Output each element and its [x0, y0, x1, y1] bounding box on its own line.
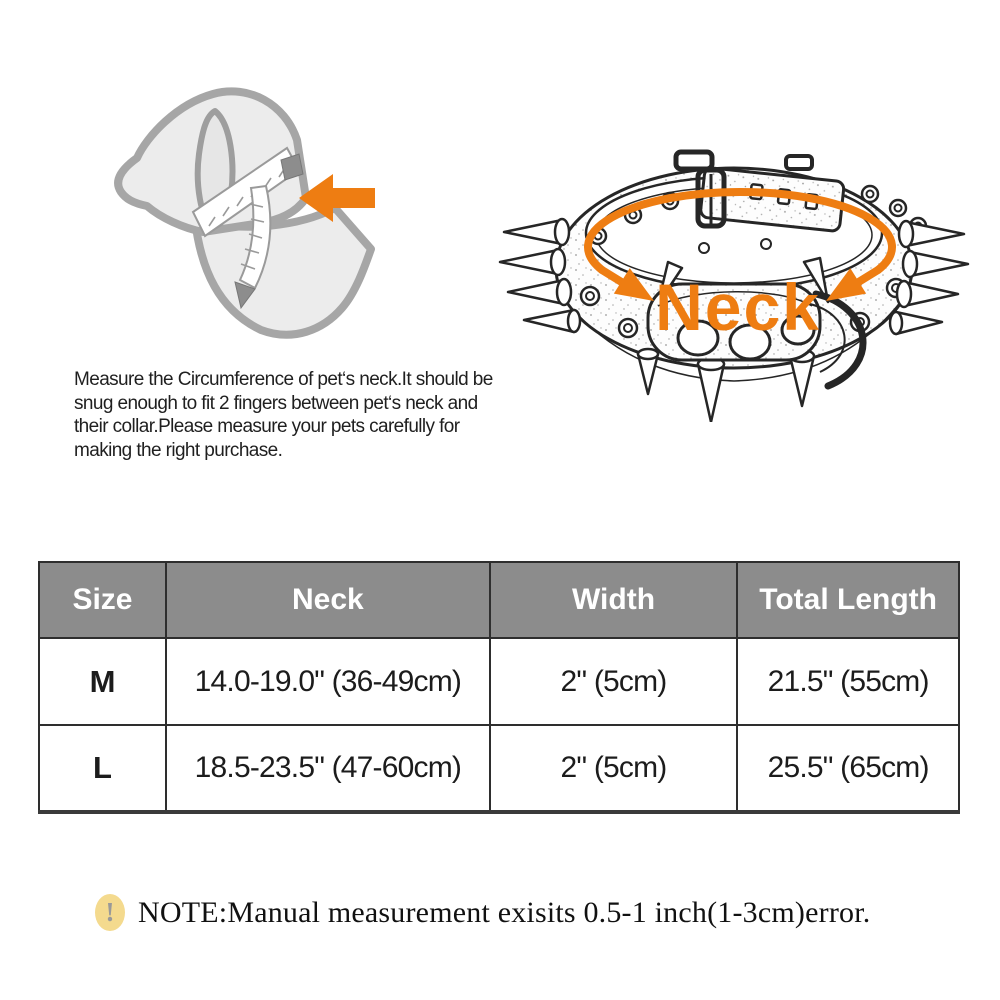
note-row: [95, 894, 870, 931]
table-row-l: [39, 725, 959, 812]
col-header-width: Width: [490, 562, 737, 638]
exclamation-glyph: !: [105, 897, 115, 927]
col-header-total-length: Total Length: [737, 562, 959, 638]
measure-instructions: Measure the Circumference of pet‘s neck.It should be snug enough to fit 2 fingers between pet‘s neck and their collar.Please measure your pets carefully for making the right purchase.: [74, 369, 493, 461]
size-table: [38, 561, 960, 814]
cell-m-neck: 14.0-19.0" (36-49cm): [166, 638, 490, 725]
note-text: NOTE:Manual measurement exisits 0.5-1 inch(1-3cm)error.: [138, 895, 871, 929]
spiked-collar-illustration: [498, 116, 972, 422]
size-table-header-row: [39, 562, 959, 638]
table-row-m: [39, 638, 959, 725]
cell-l-total-length: 25.5" (65cm): [737, 725, 959, 812]
cell-l-size: L: [39, 725, 166, 812]
dog-measure-illustration: [85, 56, 447, 360]
col-header-neck: Neck: [166, 562, 490, 638]
cell-l-width: 2" (5cm): [490, 725, 737, 812]
neck-label: Neck: [655, 270, 821, 344]
exclamation-icon: [95, 894, 125, 931]
cell-m-size: M: [39, 638, 166, 725]
cell-m-width: 2" (5cm): [490, 638, 737, 725]
col-header-size: Size: [39, 562, 166, 638]
cell-m-total-length: 21.5" (55cm): [737, 638, 959, 725]
cell-l-neck: 18.5-23.5" (47-60cm): [166, 725, 490, 812]
